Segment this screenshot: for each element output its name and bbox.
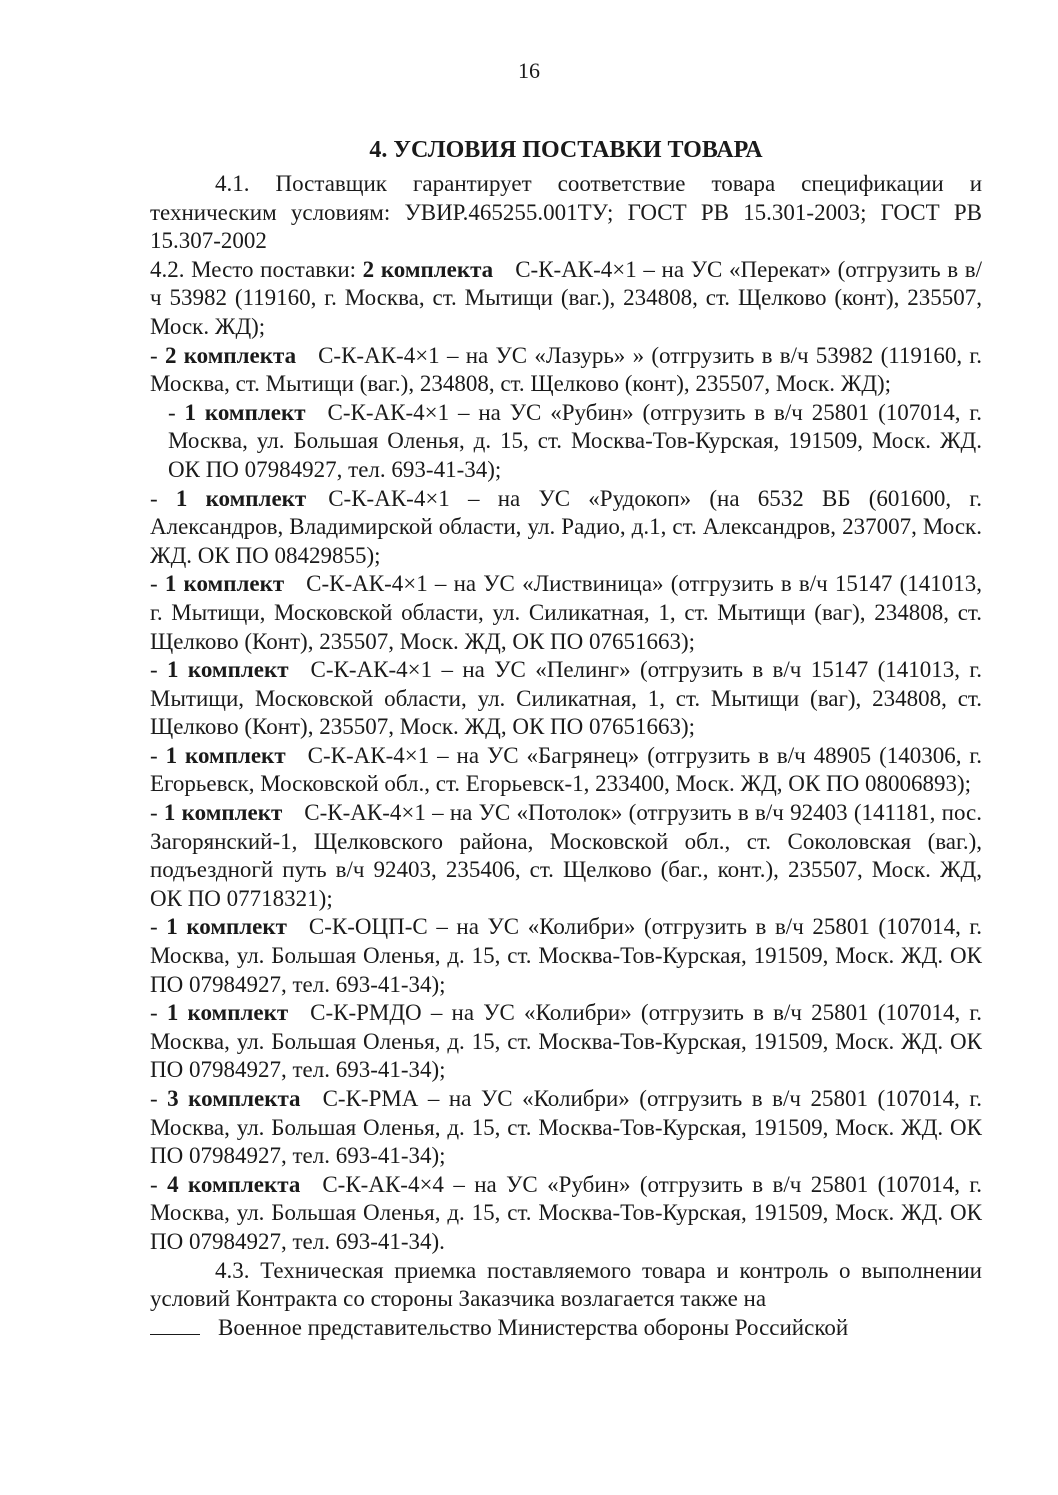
item-quantity: 2 комплекта xyxy=(362,256,494,282)
delivery-item xyxy=(150,799,982,913)
item-dash: - xyxy=(150,657,168,683)
item-text: С-К-АК-4×4 – на УС «Рубин» (отгрузить в в/ч 25801 (107014, г. Москва, ул. Большая Оленья, д. 15, ст. Москва-Тов-Курская, 191509, Моск. ЖД. ОК ПО 07984927, тел. 693-41-34). xyxy=(150,1171,982,1254)
item-dash: - xyxy=(150,1171,168,1197)
paragraph-4-2-item-0 xyxy=(150,256,982,342)
item-quantity: 1 комплект xyxy=(167,657,289,683)
delivery-item xyxy=(150,1171,982,1257)
item-text: С-К-ОЦП-С – на УС «Колибри» (отгрузить в в/ч 25801 (107014, г. Москва, ул. Большая Оленья, д. 15, ст. Москва-Тов-Курская, 191509, Моск. ЖД. ОК ПО 07984927, тел. 693-41-34); xyxy=(150,914,982,997)
page-number: 16 xyxy=(518,58,540,83)
item-dash: - xyxy=(150,1086,168,1111)
item-quantity: 1 комплект xyxy=(175,485,307,511)
item-quantity: 3 комплекта xyxy=(167,1086,301,1111)
item-dash: - xyxy=(150,914,167,940)
item-quantity: 1 комплект xyxy=(164,571,285,597)
item-quantity: 1 комплект xyxy=(166,1000,289,1026)
paragraph-4-3-continuation xyxy=(150,1314,982,1343)
item-dash: - xyxy=(150,342,165,368)
item-dash: - xyxy=(150,1000,167,1026)
item-text: С-К-АК-4×1 – на УС «Листвиница» (отгрузить в в/ч 15147 (141013, г. Мытищи, Московской области, ул. Силикатная, 1, ст. Мытищи (ваг), 234808, ст. Щелково (Конт), 235507, Моск. ЖД, ОК ПО 07651663); xyxy=(150,571,982,654)
item-text: С-К-РМДО – на УС «Колибри» (отгрузить в в/ч 25801 (107014, г. Москва, ул. Большая Оленья, д. 15, ст. Москва-Тов-Курская, 191509, Моск. ЖД. ОК ПО 07984927, тел. 693-41-34); xyxy=(150,1000,982,1083)
item-quantity: 4 комплекта xyxy=(167,1171,301,1197)
item-text: С-К-АК-4×1 – на УС «Пелинг» (отгрузить в в/ч 15147 (141013, г. Мытищи, Московской области, ул. Силикатная, 1, ст. Мытищи (ваг), 234808, ст. Щелково (Конт), 235507, Моск. ЖД, ОК ПО 07651663); xyxy=(150,657,982,740)
paragraph-4-2-intro: 4.2. Место поставки: xyxy=(150,256,363,282)
document-body xyxy=(150,170,982,1342)
section-title: 4. УСЛОВИЯ ПОСТАВКИ ТОВАРА xyxy=(369,137,763,163)
delivery-item xyxy=(150,485,982,571)
item-quantity: 2 комплекта xyxy=(164,342,297,368)
item-dash: - xyxy=(168,399,185,425)
item-dash: - xyxy=(150,742,166,768)
item-dash: - xyxy=(150,571,165,597)
item-quantity: 1 комплект xyxy=(163,800,283,826)
item-dash: - xyxy=(150,485,176,511)
delivery-item xyxy=(150,742,982,799)
item-text: С-К-АК-4×1 – на УС «Рубин» (отгрузить в в/ч 25801 (107014, г. Москва, ул. Большая Оленья, д. 15, ст. Москва-Тов-Курская, 191509, Моск. ЖД. ОК ПО 07984927, тел. 693-41-34); xyxy=(168,399,982,482)
blank-line xyxy=(150,1316,200,1335)
delivery-item xyxy=(150,342,982,399)
delivery-item xyxy=(150,999,982,1085)
item-text: С-К-АК-4×1 – на УС «Потолок» (отгрузить в в/ч 92403 (141181, пос. Загорянский-1, Щелковского района, Московской обл., ст. Соколовская (ваг.), подъездногй путь в/ч 92403, 235406, ст. Щелково (баг., конт.), 235507, Моск. ЖД, ОК ПО 07718321); xyxy=(150,800,983,911)
item-text: С-К-АК-4×1 – на УС «Рудокоп» (на 6532 ВБ (601600, г. Александров, Владимирской области, ул. Радио, д.1, ст. Александров, 237007, Моск. ЖД. ОК ПО 08429855); xyxy=(150,485,982,568)
item-text: С-К-АК-4×1 – на УС «Лазурь» » (отгрузить в в/ч 53982 (119160, г. Москва, ст. Мытищи (ваг.), 234808, ст. Щелково (конт), 235507, Моск. ЖД); xyxy=(150,342,982,397)
item-dash: - xyxy=(150,800,164,826)
paragraph-4-1: 4.1. Поставщик гарантирует соответствие товара спецификации и техническим условиям: УВИР.465255.001ТУ; ГОСТ РВ 15.301-2003; ГОСТ РВ 15.307-2002 xyxy=(150,171,982,254)
delivery-item xyxy=(150,570,982,656)
paragraph-4-3-text: Военное представительство Министерства обороны Российской xyxy=(218,1314,849,1340)
item-quantity: 1 комплект xyxy=(165,742,286,768)
paragraph-4-3: 4.3. Техническая приемка поставляемого товара и контроль о выполнении условий Контракта со стороны Заказчика возлагается также на xyxy=(150,1257,982,1312)
delivery-item xyxy=(150,656,982,742)
item-quantity: 1 комплект xyxy=(184,399,306,425)
item-text: С-К-АК-4×1 – на УС «Багрянец» (отгрузить в в/ч 48905 (140306, г. Егорьевск, Московской обл., ст. Егорьевск-1, 233400, Моск. ЖД, ОК ПО 08006893); xyxy=(150,742,983,797)
delivery-item xyxy=(150,399,982,485)
delivery-item xyxy=(150,1085,982,1171)
item-text: С-К-РМА – на УС «Колибри» (отгрузить в в/ч 25801 (107014, г. Москва, ул. Большая Оленья, д. 15, ст. Москва-Тов-Курская, 191509, Моск. ЖД. ОК ПО 07984927, тел. 693-41-34); xyxy=(150,1086,982,1169)
item-quantity: 1 комплект xyxy=(166,914,287,940)
delivery-item xyxy=(150,913,982,999)
item-text: С-К-АК-4×1 – на УС «Перекат» (отгрузить в в/ч 53982 (119160, г. Москва, ст. Мытищи (ваг.), 234808, ст. Щелково (конт), 235507, Моск. ЖД); xyxy=(150,256,982,339)
